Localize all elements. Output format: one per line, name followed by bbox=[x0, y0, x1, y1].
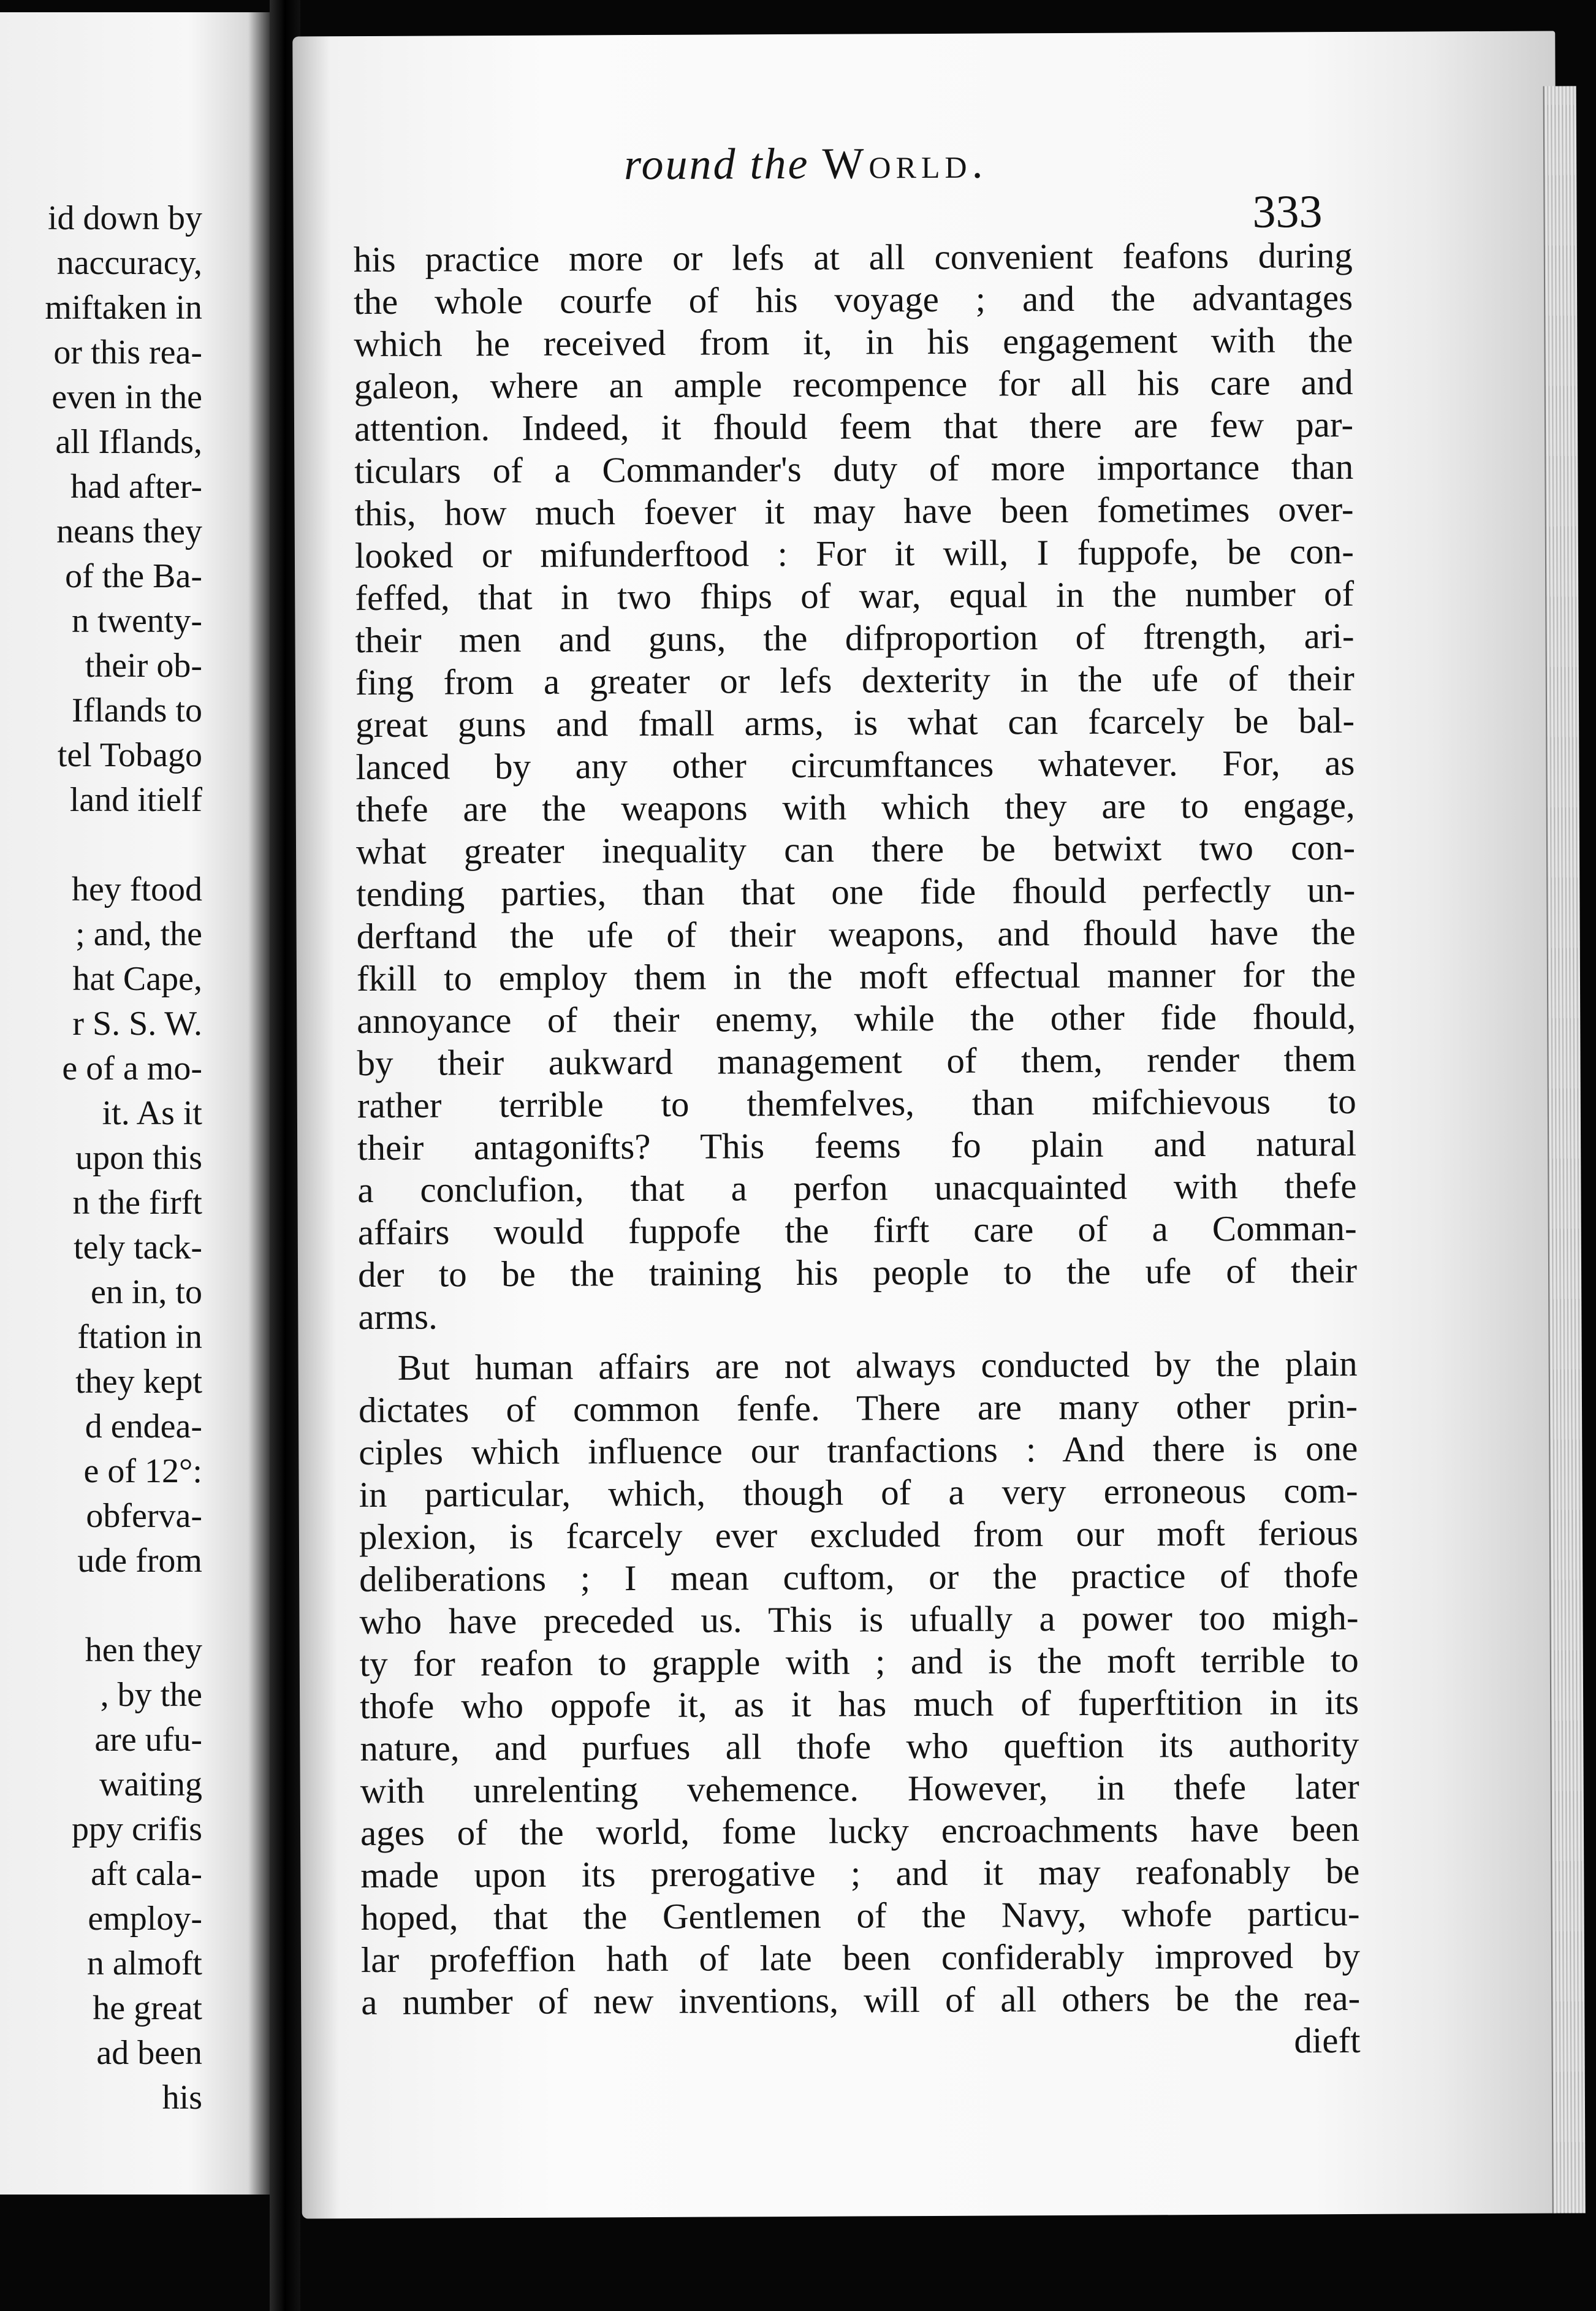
left-page-line: their ob- bbox=[85, 647, 202, 685]
left-page-line: had after- bbox=[70, 468, 202, 506]
left-page bbox=[0, 12, 270, 2195]
left-page-line: are ufu- bbox=[94, 1721, 202, 1759]
text-line: in particular, which, though of a very erroneous com- bbox=[359, 1469, 1358, 1515]
text-line: his practice more or lefs at all convenient feafons during bbox=[353, 234, 1353, 280]
text-line: But human affairs are not always conducted by the plain bbox=[397, 1342, 1358, 1388]
left-page-line: , by the bbox=[100, 1676, 202, 1714]
text-line: derftand the ufe of their weapons, and fhould have the bbox=[356, 911, 1356, 957]
text-line: thofe who oppofe it, as it has much of fuperftition in its bbox=[359, 1681, 1359, 1727]
text-line: a number of new inventions, will of all others be the rea- bbox=[361, 1977, 1361, 2023]
left-page-line: his bbox=[162, 2079, 202, 2117]
left-page-line: land itielf bbox=[69, 781, 202, 819]
left-page-line: they kept bbox=[75, 1363, 202, 1401]
left-page-line: e of 12°: bbox=[83, 1452, 202, 1490]
running-head-caps: World. bbox=[822, 138, 988, 188]
text-line: what greater inequality can there be betwixt two con- bbox=[355, 826, 1356, 872]
text-line: this, how much foever it may have been fometimes over- bbox=[354, 488, 1354, 534]
text-line: ticulars of a Commander's duty of more importance than bbox=[354, 446, 1354, 492]
text-line: nature, and purfues all thofe who queftion its authority bbox=[360, 1723, 1359, 1769]
text-line: ages of the world, fome lucky encroachments have been bbox=[360, 1808, 1360, 1854]
text-line: ciples which influence our tranfactions : And there is one bbox=[359, 1427, 1358, 1473]
left-page-line: hen they bbox=[85, 1631, 202, 1669]
text-line: fkill to employ them in the moft effectual manner for the bbox=[356, 953, 1356, 999]
body-text bbox=[354, 234, 1361, 2066]
left-page-line: tely tack- bbox=[74, 1228, 202, 1266]
text-line: fing from a greater or lefs dexterity in the ufe of their bbox=[355, 657, 1355, 703]
left-page-line: aft cala- bbox=[91, 1855, 202, 1893]
left-page-line: obferva- bbox=[86, 1497, 202, 1535]
left-page-line: all Iflands, bbox=[55, 423, 202, 461]
left-page-line: neans they bbox=[56, 512, 202, 550]
left-page-text bbox=[0, 196, 202, 2120]
page-number: 333 bbox=[1252, 186, 1323, 238]
text-line: thefe are the weapons with which they are to engage, bbox=[355, 784, 1355, 830]
text-line: dictates of common fenfe. There are many other prin- bbox=[358, 1385, 1358, 1431]
left-page-line: n the firft bbox=[72, 1184, 202, 1222]
text-line: looked or mifunderftood : For it will, I fuppofe, be con- bbox=[354, 530, 1355, 576]
left-page-line: ftation in bbox=[77, 1318, 202, 1356]
text-line: der to be the training his people to the ufe of their bbox=[357, 1249, 1358, 1295]
running-head-italic: round the bbox=[623, 139, 810, 189]
left-page-line: ppy crifis bbox=[71, 1810, 202, 1848]
text-line: a conclufion, that a perfon unacquainted with thefe bbox=[357, 1165, 1357, 1211]
left-page-line: hat Cape, bbox=[72, 960, 202, 998]
left-page-line bbox=[0, 823, 202, 867]
text-line: lanced by any other circumftances whatever. For, as bbox=[355, 742, 1355, 788]
text-line: attention. Indeed, it fhould feem that there are few par- bbox=[354, 403, 1354, 449]
text-line: who have preceded us. This is ufually a power too migh- bbox=[359, 1596, 1359, 1642]
left-page-line: waiting bbox=[99, 1765, 202, 1803]
right-page bbox=[292, 31, 1565, 2219]
left-page-line: of the Ba- bbox=[65, 557, 202, 595]
text-line: by their aukward management of them, render them bbox=[357, 1038, 1356, 1084]
left-page-line: he great bbox=[93, 1989, 202, 2027]
text-line: galeon, where an ample recompence for all his care and bbox=[354, 361, 1353, 407]
left-page-line: ude from bbox=[77, 1542, 202, 1580]
left-page-line: hey ftood bbox=[71, 870, 202, 908]
text-line: made upon its prerogative ; and it may reafonably be bbox=[360, 1850, 1360, 1896]
text-line: deliberations ; I mean cuftom, or the practice of thofe bbox=[359, 1554, 1359, 1600]
paragraph-1 bbox=[354, 234, 1358, 1338]
left-page-line: employ- bbox=[88, 1900, 202, 1938]
left-page-line: n almoft bbox=[86, 1944, 202, 1982]
left-page-line: e of a mo- bbox=[62, 1049, 202, 1087]
text-line: their men and guns, the difproportion of ftrength, ari- bbox=[355, 615, 1355, 661]
left-page-line: ad been bbox=[96, 2034, 202, 2072]
left-page-line: it. As it bbox=[102, 1094, 202, 1132]
left-page-line: id down by bbox=[48, 199, 202, 237]
paragraph-2 bbox=[359, 1342, 1361, 2024]
left-page-line: d endea- bbox=[85, 1407, 202, 1445]
text-line: lar profeffion hath of late been confiderably improved by bbox=[360, 1935, 1361, 1981]
catchword: dieft bbox=[1294, 2019, 1361, 2061]
text-line: affairs would fuppofe the firft care of a Comman- bbox=[357, 1207, 1357, 1253]
left-page-line: ; and, the bbox=[75, 915, 202, 953]
left-page-line: even in the bbox=[51, 378, 202, 416]
text-line: tending parties, than that one fide fhould perfectly un- bbox=[356, 869, 1356, 915]
text-line: plexion, is fcarcely ever excluded from our moft ferious bbox=[359, 1512, 1359, 1558]
text-line: ty for reafon to grapple with ; and is the moft terrible to bbox=[359, 1639, 1359, 1685]
left-page-line bbox=[0, 1583, 202, 1628]
left-page-line: en in, to bbox=[91, 1273, 202, 1311]
text-line: hoped, that the Gentlemen of the Navy, whofe particu- bbox=[360, 1892, 1360, 1938]
text-line: annoyance of their enemy, while the other fide fhould, bbox=[357, 996, 1356, 1041]
running-head bbox=[624, 138, 988, 191]
text-line: with unrelenting vehemence. However, in thefe later bbox=[360, 1765, 1359, 1811]
text-line: rather terrible to themfelves, than mifchievous to bbox=[357, 1080, 1356, 1126]
text-line: arms. bbox=[358, 1296, 438, 1338]
text-line: which he received from it, in his engagement with the bbox=[354, 319, 1353, 365]
text-line: the whole courfe of his voyage ; and the advantages bbox=[353, 276, 1353, 322]
text-line: great guns and fmall arms, is what can fcarcely be bal- bbox=[355, 699, 1355, 745]
text-line: their antagonifts? This feems fo plain and natural bbox=[357, 1122, 1357, 1168]
left-page-line: Iflands to bbox=[71, 691, 202, 729]
left-page-line: tel Tobago bbox=[57, 736, 202, 774]
text-line: feffed, that in two fhips of war, equal in the number of bbox=[355, 573, 1355, 619]
left-page-line: r S. S. W. bbox=[72, 1005, 202, 1043]
left-page-line: miftaken in bbox=[45, 289, 202, 327]
left-page-line: naccuracy, bbox=[56, 244, 202, 282]
left-page-line: n twenty- bbox=[71, 602, 202, 640]
left-page-line: upon this bbox=[75, 1139, 202, 1177]
left-page-line: or this rea- bbox=[53, 333, 202, 371]
